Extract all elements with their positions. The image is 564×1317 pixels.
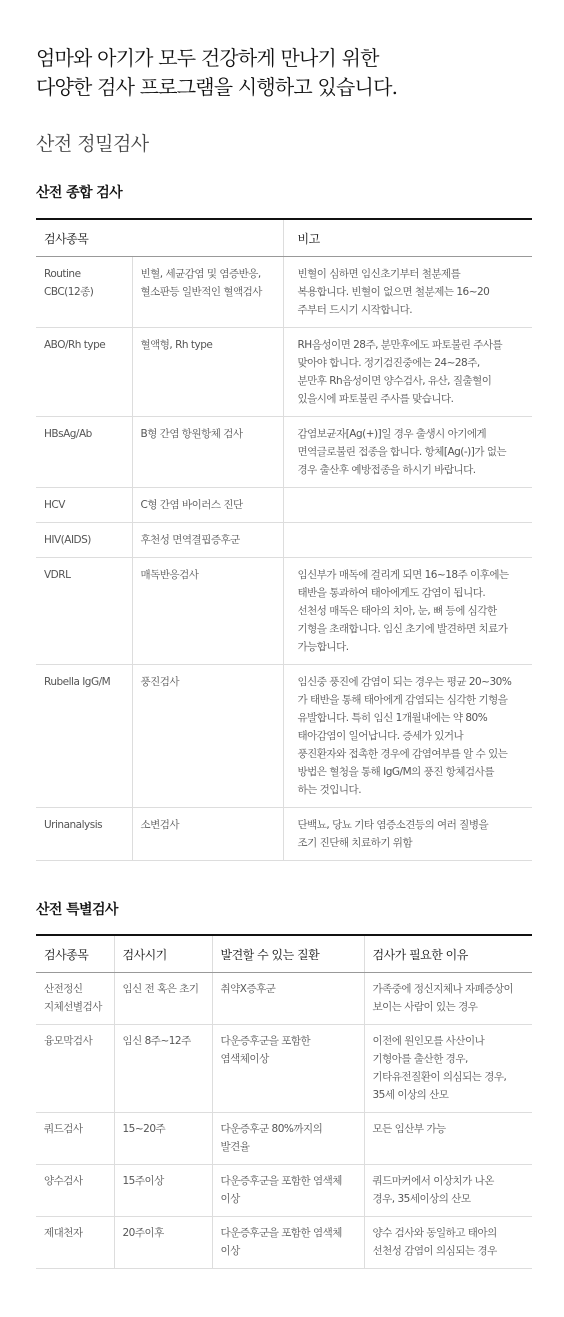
header-exam-timing: 검사시기 bbox=[114, 935, 212, 973]
exam-note-cell bbox=[283, 488, 532, 523]
exam-item-cell-text: 융모막검사 bbox=[44, 1035, 93, 1047]
exam-item-cell bbox=[36, 328, 132, 417]
table-row bbox=[36, 558, 532, 665]
exam-disease-cell bbox=[212, 1217, 364, 1269]
exam-note-cell-text: 감염보균자[Ag(+)]일 경우 출생시 아기에게 면역글로불린 접종을 합니다. 항체[Ag(-)]가 없는 경우 출산후 예방접종을 하시기 바랍니다. bbox=[297, 428, 507, 476]
exam-desc-cell bbox=[132, 417, 283, 488]
exam-reason-cell bbox=[364, 1113, 532, 1165]
exam-item-cell-text: 쿼드검사 bbox=[44, 1123, 83, 1135]
intro-line-2: 다양한 검사 프로그램을 시행하고 있습니다. bbox=[36, 75, 398, 99]
exam-timing-cell bbox=[114, 1217, 212, 1269]
exam-item-cell bbox=[36, 808, 132, 861]
exam-timing-cell bbox=[114, 1165, 212, 1217]
exam-reason-cell-text: 모든 임산부 가능 bbox=[372, 1123, 446, 1135]
exam-timing-cell bbox=[114, 1025, 212, 1113]
exam-item-cell bbox=[36, 1165, 114, 1217]
exam-item-cell bbox=[36, 1113, 114, 1165]
table-row bbox=[36, 417, 532, 488]
exam-disease-cell bbox=[212, 1025, 364, 1113]
exam-desc-cell-text: 풍진검사 bbox=[140, 676, 180, 688]
exam-reason-cell bbox=[364, 1025, 532, 1113]
comprehensive-exam-table bbox=[36, 218, 532, 861]
exam-desc-cell bbox=[132, 257, 283, 328]
exam-item-cell-text: HIV(AIDS) bbox=[44, 534, 91, 546]
exam-item-cell bbox=[36, 665, 132, 808]
exam-item-cell-text: HBsAg/Ab bbox=[44, 428, 92, 440]
header-exam-item: 검사종목 bbox=[36, 935, 114, 973]
exam-desc-cell bbox=[132, 558, 283, 665]
exam-timing-cell-text: 임신 전 혹은 초기 bbox=[122, 983, 199, 995]
exam-item-cell-text: ABO/Rh type bbox=[44, 339, 106, 351]
exam-desc-cell bbox=[132, 665, 283, 808]
exam-desc-cell bbox=[132, 808, 283, 861]
exam-item-cell bbox=[36, 1217, 114, 1269]
exam-desc-cell bbox=[132, 523, 283, 558]
header-exam-item: 검사종목 bbox=[36, 219, 283, 257]
exam-item-cell-text: 산전정신 지체선별검사 bbox=[44, 983, 102, 1013]
exam-reason-cell bbox=[364, 973, 532, 1025]
exam-item-cell bbox=[36, 488, 132, 523]
exam-reason-cell-text: 가족중에 정신지체나 자폐증상이 보이는 사람이 있는 경우 bbox=[372, 983, 514, 1013]
exam-item-cell-text: 양수검사 bbox=[44, 1175, 83, 1187]
exam-desc-cell-text: 매독반응검사 bbox=[140, 569, 199, 581]
exam-desc-cell-text: 소변검사 bbox=[140, 819, 180, 831]
exam-item-cell bbox=[36, 558, 132, 665]
exam-note-cell-text: 임신부가 매독에 걸리게 되면 16~18주 이후에는 태반을 통과하여 태아에게도 감염이 됩니다. 선천성 매독은 태아의 치아, 눈, 뼈 등에 심각한 기형을 초래합니다. 임신 초기에 발견하면 치료가 가능합니다. bbox=[297, 569, 509, 653]
exam-note-cell bbox=[283, 523, 532, 558]
exam-timing-cell-text: 20주이후 bbox=[122, 1227, 164, 1239]
exam-disease-cell-text: 다운증후군을 포함한 염색체 이상 bbox=[220, 1227, 342, 1257]
exam-item-cell bbox=[36, 973, 114, 1025]
exam-timing-cell-text: 15~20주 bbox=[122, 1123, 166, 1135]
exam-desc-cell bbox=[132, 328, 283, 417]
exam-desc-cell bbox=[132, 488, 283, 523]
exam-disease-cell bbox=[212, 1113, 364, 1165]
exam-timing-cell bbox=[114, 1113, 212, 1165]
header-note: 비고 bbox=[283, 219, 532, 257]
exam-item-cell bbox=[36, 523, 132, 558]
special-exam-title: 산전 특별검사 bbox=[36, 902, 118, 918]
table-row bbox=[36, 1165, 532, 1217]
table-row bbox=[36, 1113, 532, 1165]
exam-item-cell-text: VDRL bbox=[44, 569, 71, 581]
exam-desc-cell-text: 후천성 면역결핍증후군 bbox=[140, 534, 240, 546]
exam-item-cell-text: Routine CBC(12종) bbox=[44, 268, 94, 298]
table-row bbox=[36, 808, 532, 861]
exam-disease-cell bbox=[212, 973, 364, 1025]
exam-disease-cell-text: 다운증후군을 포함한 염색체이상 bbox=[220, 1035, 311, 1065]
table-row bbox=[36, 523, 532, 558]
exam-timing-cell bbox=[114, 973, 212, 1025]
exam-note-cell bbox=[283, 558, 532, 665]
exam-item-cell-text: HCV bbox=[44, 499, 65, 511]
exam-note-cell-text: 임신중 풍진에 감염이 되는 경우는 평균 20~30% 가 태반을 통해 태아에게 감염되는 심각한 기형을 유발합니다. 특히 임신 1개월내에는 약 80% 태아감염이 일어납니다. 증세가 있거나 풍진환자와 접촉한 경우에 감염여부를 알 수 있는 방법은 혈청을 통해 IgG/M의 풍진 항체검사를 하는 것입니다. bbox=[297, 676, 512, 796]
exam-desc-cell-text: C형 간염 바이러스 진단 bbox=[140, 499, 243, 511]
exam-disease-cell-text: 다운증후군 80%까지의 발견율 bbox=[220, 1123, 323, 1153]
exam-note-cell bbox=[283, 417, 532, 488]
exam-item-cell bbox=[36, 1025, 114, 1113]
exam-note-cell bbox=[283, 257, 532, 328]
intro-text bbox=[36, 44, 397, 102]
comprehensive-exam-title: 산전 종합 검사 bbox=[36, 185, 123, 201]
exam-reason-cell-text: 이전에 원인모를 사산이나 기형아를 출산한 경우, 기타유전질환이 의심되는 경우, 35세 이상의 산모 bbox=[372, 1035, 507, 1101]
table-row bbox=[36, 1217, 532, 1269]
header-exam-reason: 검사가 필요한 이유 bbox=[364, 935, 532, 973]
exam-timing-cell-text: 임신 8주~12주 bbox=[122, 1035, 191, 1047]
exam-reason-cell bbox=[364, 1217, 532, 1269]
exam-disease-cell bbox=[212, 1165, 364, 1217]
exam-timing-cell-text: 15주이상 bbox=[122, 1175, 164, 1187]
table-row bbox=[36, 973, 532, 1025]
exam-item-cell-text: Urinanalysis bbox=[44, 819, 103, 831]
table-row bbox=[36, 1025, 532, 1113]
exam-item-cell-text: 제대천자 bbox=[44, 1227, 83, 1239]
table-header-row bbox=[36, 219, 532, 257]
exam-reason-cell-text: 쿼드마커에서 이상치가 나온 경우, 35세이상의 산모 bbox=[372, 1175, 494, 1205]
exam-note-cell bbox=[283, 808, 532, 861]
exam-item-cell bbox=[36, 417, 132, 488]
exam-disease-cell-text: 다운증후군을 포함한 염색체 이상 bbox=[220, 1175, 342, 1205]
table-row bbox=[36, 257, 532, 328]
exam-reason-cell bbox=[364, 1165, 532, 1217]
table-header-row bbox=[36, 935, 532, 973]
exam-desc-cell-text: B형 간염 항원항체 검사 bbox=[140, 428, 243, 440]
exam-item-cell-text: Rubella IgG/M bbox=[44, 676, 111, 688]
header-detectable-disease: 발견할 수 있는 질환 bbox=[212, 935, 364, 973]
exam-disease-cell-text: 취약X증후군 bbox=[220, 983, 276, 995]
exam-reason-cell-text: 양수 검사와 동일하고 태아의 선천성 감염이 의심되는 경우 bbox=[372, 1227, 497, 1257]
exam-desc-cell-text: 빈혈, 세균감염 및 염증반응, 혈소판등 일반적인 혈액검사 bbox=[140, 268, 262, 298]
table-row bbox=[36, 488, 532, 523]
exam-note-cell-text: RH음성이면 28주, 분만후에도 파토불린 주사를 맞아야 합니다. 정기검진중에는 24~28주, 분만후 Rh음성이면 양수검사, 유산, 질출혈이 있을시에 파토불린 주사를 맞습니다. bbox=[297, 339, 503, 405]
section-title: 산전 정밀검사 bbox=[36, 133, 149, 155]
exam-note-cell-text: 단백뇨, 당뇨 기타 염증소견등의 여러 질병을 조기 진단해 치료하기 위함 bbox=[297, 819, 489, 849]
exam-note-cell-text: 빈혈이 심하면 임신초기부터 철분제를 복용합니다. 빈혈이 없으면 철분제는 16~20 주부터 드시기 시작합니다. bbox=[297, 268, 490, 316]
table-row bbox=[36, 665, 532, 808]
special-exam-table bbox=[36, 934, 532, 1269]
table-row bbox=[36, 328, 532, 417]
exam-note-cell bbox=[283, 328, 532, 417]
exam-note-cell bbox=[283, 665, 532, 808]
exam-item-cell bbox=[36, 257, 132, 328]
exam-desc-cell-text: 혈액형, Rh type bbox=[140, 339, 213, 351]
intro-line-1: 엄마와 아기가 모두 건강하게 만나기 위한 bbox=[36, 46, 379, 70]
